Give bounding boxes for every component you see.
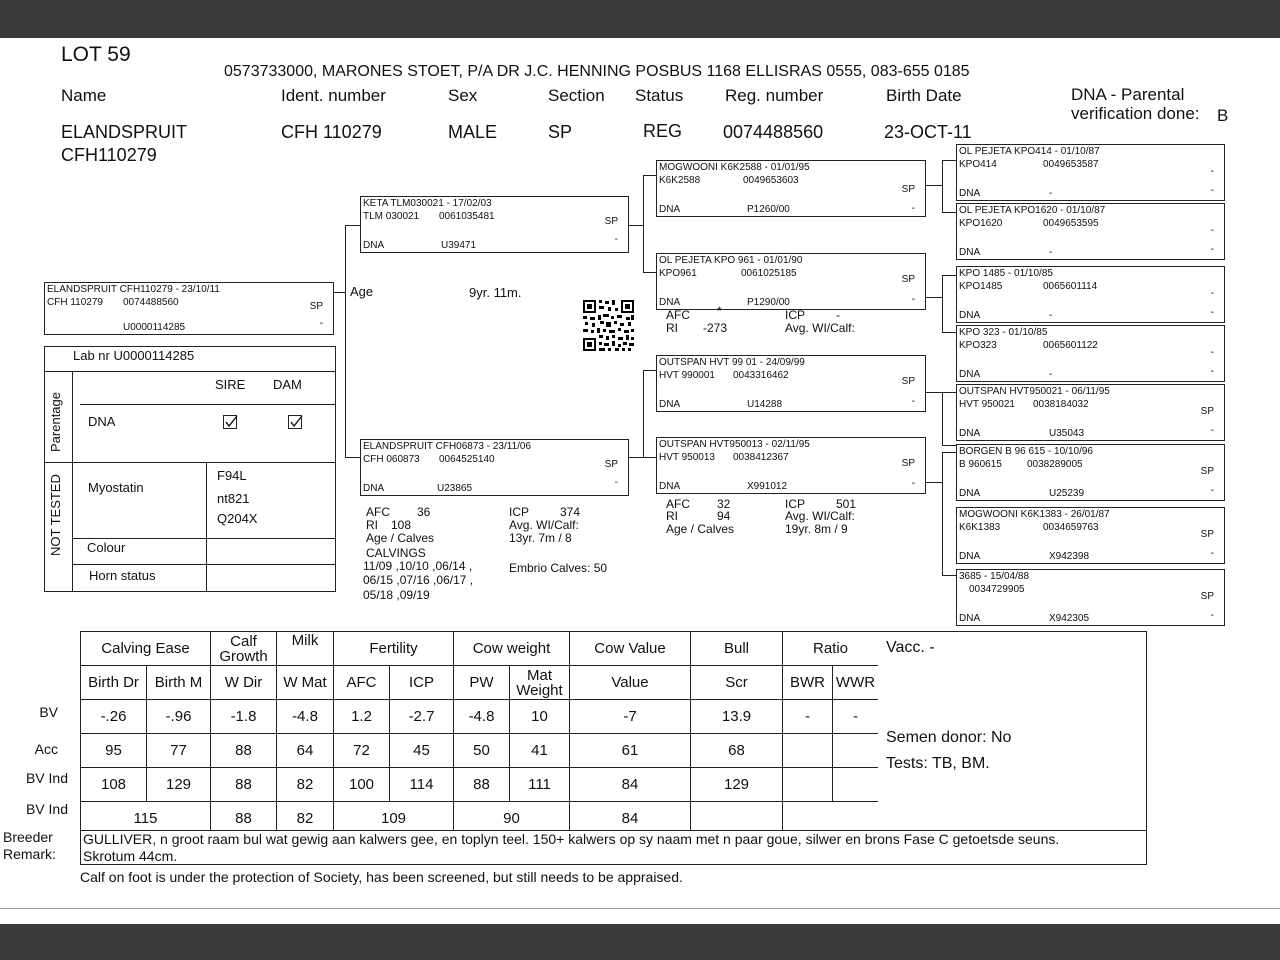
ggp-reg: 0034659763 xyxy=(1043,522,1099,533)
divider xyxy=(44,371,336,372)
animal-sex: MALE xyxy=(448,122,498,142)
bvind2-cell: 84 xyxy=(570,802,691,836)
dd-avg: Avg. WI/Calf: xyxy=(785,509,855,523)
dam-pedigree-box xyxy=(360,439,629,496)
connector xyxy=(942,452,956,453)
dd-dna-value: X991012 xyxy=(747,481,788,492)
ggp-reg: 0034729905 xyxy=(969,584,1025,595)
lab-dna-label: DNA xyxy=(88,414,116,429)
bvind2-cell: 88 xyxy=(211,802,277,836)
acc-cell xyxy=(783,734,833,768)
ggp-id: HVT 950021 xyxy=(959,399,1015,410)
animal-birth: 23-OCT-11 xyxy=(884,122,972,142)
lab-dam-label: DAM xyxy=(273,377,302,392)
ggp-id: KPO323 xyxy=(959,340,997,351)
sire-dna-label: DNA xyxy=(363,240,385,251)
divider xyxy=(72,371,73,592)
ss-id: K6K2588 xyxy=(659,175,701,186)
dd-icp-label: ICP xyxy=(785,497,806,511)
dd-reg: 0038412367 xyxy=(733,452,789,463)
remark-label-2: Remark: xyxy=(3,846,56,862)
connector xyxy=(942,275,956,276)
sire-title: KETA TLM030021 - 17/02/03 xyxy=(363,198,492,209)
ds-title: OUTSPAN HVT 99 01 - 24/09/99 xyxy=(659,357,805,368)
connector xyxy=(643,175,656,176)
colour-label: Colour xyxy=(87,540,126,555)
tests: Tests: TB, BM. xyxy=(886,755,990,772)
group-ratio: Ratio xyxy=(783,632,879,666)
header-name: Name xyxy=(61,86,107,105)
remark-text-1: GULLIVER, n groot raam bul wat gewig aan kalwers gee, en toplyn teel. 150+ kalwers op sy naam met n paar goue, silwer en brons Fase C getoetsde seuns. xyxy=(83,831,1060,847)
bv-cell: -4.8 xyxy=(277,700,334,734)
ggp-dash-2: - xyxy=(1210,485,1214,496)
bv-cell: 13.9 xyxy=(691,700,783,734)
dd-dna-label: DNA xyxy=(659,481,681,492)
header-sex: Sex xyxy=(448,86,478,105)
top-bar xyxy=(0,0,1280,38)
ggp-sp: SP xyxy=(1200,529,1214,540)
sd-sp: SP xyxy=(901,274,915,285)
dam-icp-label: ICP xyxy=(509,505,530,519)
sub-wwr: WWR xyxy=(833,666,879,700)
dam-embrio: Embrio Calves: 50 xyxy=(509,561,608,575)
semen-donor: Semen donor: No xyxy=(886,729,1012,746)
age-label: Age xyxy=(350,284,374,299)
ss-dna-label: DNA xyxy=(659,204,681,215)
sd-dna-value: P1290/00 xyxy=(747,297,790,308)
dd-age-calves: 19yr. 8m / 9 xyxy=(785,522,848,536)
ggp-dna-value: - xyxy=(1049,369,1053,380)
dd-ri: 94 xyxy=(717,509,731,523)
bvind-cell: 129 xyxy=(147,768,211,802)
ggp-reg: 0065601122 xyxy=(1043,340,1098,351)
ggp-id: KPO1620 xyxy=(959,218,1003,229)
connector xyxy=(643,370,644,458)
header-status: Status xyxy=(635,86,684,105)
dam-calvings-2: 06/15 ,07/16 ,06/17 , xyxy=(363,573,474,587)
bv-cell: -7 xyxy=(570,700,691,734)
animal-status: REG xyxy=(643,121,683,141)
animal-ident: CFH 110279 xyxy=(281,122,382,142)
connector xyxy=(643,272,656,273)
dd-dash: - xyxy=(911,478,915,489)
bv-cell: -.26 xyxy=(81,700,147,734)
header-dna-line2: verification done: xyxy=(1071,104,1200,123)
row-label-bv: BV xyxy=(39,704,58,720)
ggp-dash-2: - xyxy=(1210,548,1214,559)
acc-cell: 41 xyxy=(510,734,570,768)
bvind-cell xyxy=(783,768,833,802)
dam-verified-checkbox xyxy=(288,415,302,429)
ggp-id: K6K1383 xyxy=(959,522,1001,533)
ggp-dna-label: DNA xyxy=(959,613,981,624)
ggp-dna-value: U25239 xyxy=(1049,488,1085,499)
connector xyxy=(643,457,656,458)
connector xyxy=(942,452,943,575)
connector xyxy=(942,332,956,333)
group-milk: Milk xyxy=(277,632,334,666)
dd-afc-label: AFC xyxy=(666,497,690,511)
ggp-title: MOGWOONI K6K1383 - 26/01/87 xyxy=(959,509,1110,520)
ss-dna-value: P1260/00 xyxy=(747,204,790,215)
ggp-dash: - xyxy=(1210,166,1214,177)
connector xyxy=(942,392,943,445)
ggp-id: KPO414 xyxy=(959,159,997,170)
sub-w-dir: W Dir xyxy=(211,666,277,700)
lot-number: LOT 59 xyxy=(61,43,131,66)
group-calf-growth: Calf Growth xyxy=(211,632,277,666)
dam-icp: 374 xyxy=(560,505,581,519)
animal-name-2: CFH110279 xyxy=(61,145,157,165)
sub-afc: AFC xyxy=(334,666,390,700)
acc-cell: 50 xyxy=(454,734,510,768)
group-fertility: Fertility xyxy=(334,632,454,666)
footer-note: Calf on foot is under the protection of Society, has been screened, but still needs to be appraised. xyxy=(80,869,683,885)
dam-dash: - xyxy=(614,477,618,488)
header-dna-line1: DNA - Parental xyxy=(1071,85,1185,104)
bvind-cell xyxy=(833,768,879,802)
dam-age-calves-label: Age / Calves xyxy=(366,531,435,545)
dd-afc: 32 xyxy=(717,497,731,511)
acc-cell: 61 xyxy=(570,734,691,768)
ggp-sp: SP xyxy=(1200,591,1214,602)
ggp-title: OUTSPAN HVT950021 - 06/11/95 xyxy=(959,386,1110,397)
row-label-bv-ind-2: BV Ind xyxy=(25,801,68,817)
ggp-reg: 0049653587 xyxy=(1043,159,1099,170)
sub-mat-weight: Mat Weight xyxy=(510,666,570,700)
ggp-dash-2: - xyxy=(1210,366,1214,377)
connector xyxy=(926,297,942,298)
myostatin-f94l: F94L xyxy=(217,468,247,483)
sire-dam-pedigree-box xyxy=(656,253,926,310)
bvind-cell: 108 xyxy=(81,768,147,802)
sd-id: KPO961 xyxy=(659,268,697,279)
dam-reg: 0064525140 xyxy=(439,454,495,465)
sub-value: Value xyxy=(570,666,691,700)
bv-cell: 1.2 xyxy=(334,700,390,734)
ggp-title: 3685 - 15/04/88 xyxy=(959,571,1030,582)
ggp-box-2 xyxy=(956,203,1225,260)
animal-name-1: ELANDSPRUIT xyxy=(61,122,188,142)
sire-id: TLM 030021 xyxy=(363,211,420,222)
connector xyxy=(926,482,942,483)
horn-status-label: Horn status xyxy=(89,568,156,583)
ds-dna-label: DNA xyxy=(659,399,681,410)
ggp-sp: SP xyxy=(1200,406,1214,417)
dd-icp: 501 xyxy=(836,497,857,511)
bv-table xyxy=(80,631,879,836)
ggp-dna-value: - xyxy=(1049,310,1053,321)
ggp-dna-value: U35043 xyxy=(1049,428,1085,439)
acc-cell: 72 xyxy=(334,734,390,768)
connector xyxy=(926,185,942,186)
dam-sire-pedigree-box xyxy=(656,355,926,412)
header-reg: Reg. number xyxy=(725,86,824,105)
sire-sire-pedigree-box xyxy=(656,160,926,217)
ggp-dash-2: - xyxy=(1210,307,1214,318)
connector xyxy=(629,225,643,226)
parentage-label: Parentage xyxy=(48,392,63,452)
bvind2-cell: 90 xyxy=(454,802,570,836)
sire-verified-checkbox xyxy=(223,415,237,429)
ggp-dash: - xyxy=(1210,225,1214,236)
ggp-id: KPO1485 xyxy=(959,281,1003,292)
vacc-text: Vacc. - xyxy=(886,639,935,656)
bvind-cell: 111 xyxy=(510,768,570,802)
ds-dash: - xyxy=(911,396,915,407)
sd-title: OL PEJETA KPO 961 - 01/01/90 xyxy=(659,255,803,266)
ggp-sp: SP xyxy=(1200,466,1214,477)
sire-dna-value: U39471 xyxy=(441,240,477,251)
ggp-box-5 xyxy=(956,384,1225,441)
divider xyxy=(80,404,336,405)
lab-number: Lab nr U0000114285 xyxy=(73,348,195,363)
ggp-title: OL PEJETA KPO414 - 01/10/87 xyxy=(959,146,1100,157)
subject-reg: 0074488560 xyxy=(123,297,179,308)
bvind-cell: 129 xyxy=(691,768,783,802)
ggp-dna-value: X942305 xyxy=(1049,613,1090,624)
ggp-dna-label: DNA xyxy=(959,369,981,380)
dd-age-calves-label: Age / Calves xyxy=(666,522,735,536)
ggp-title: BORGEN B 96 615 - 10/10/96 xyxy=(959,446,1093,457)
dd-sp: SP xyxy=(901,458,915,469)
sd-ri: -273 xyxy=(703,321,728,335)
remark-text-2: Skrotum 44cm. xyxy=(83,848,178,864)
ggp-dna-value: - xyxy=(1049,188,1053,199)
bv-cell: -4.8 xyxy=(454,700,510,734)
bv-cell: 10 xyxy=(510,700,570,734)
ggp-reg: 0038184032 xyxy=(1033,399,1089,410)
dam-age-calves: 13yr. 7m / 8 xyxy=(509,531,572,545)
ds-sp: SP xyxy=(901,376,915,387)
animal-section: SP xyxy=(548,122,573,142)
ggp-dna-label: DNA xyxy=(959,247,981,258)
sub-pw: PW xyxy=(454,666,510,700)
connector xyxy=(942,160,956,161)
sd-afc: * xyxy=(717,304,722,318)
dam-afc: 36 xyxy=(417,505,431,519)
ds-id: HVT 990001 xyxy=(659,370,715,381)
acc-cell: 95 xyxy=(81,734,147,768)
connector xyxy=(643,370,656,371)
subject-title: ELANDSPRUIT CFH110279 - 23/10/11 xyxy=(47,284,220,295)
dam-calvings-label: CALVINGS xyxy=(366,546,426,560)
divider xyxy=(0,908,1280,909)
bvind-cell: 88 xyxy=(454,768,510,802)
divider xyxy=(72,538,336,539)
ds-reg: 0043316462 xyxy=(733,370,789,381)
ggp-dash-2: - xyxy=(1210,185,1214,196)
myostatin-q204x: Q204X xyxy=(217,511,258,526)
dam-sp: SP xyxy=(604,459,618,470)
animal-reg: 0074488560 xyxy=(723,122,824,142)
ggp-box-3 xyxy=(956,266,1225,323)
ggp-id: B 960615 xyxy=(959,459,1002,470)
sire-reg: 0061035481 xyxy=(439,211,495,222)
divider xyxy=(206,462,207,592)
row-label-acc: Acc xyxy=(34,741,58,757)
ggp-dna-label: DNA xyxy=(959,428,981,439)
group-cow-value: Cow Value xyxy=(570,632,691,666)
bvind-cell: 82 xyxy=(277,768,334,802)
ggp-reg: 0065601114 xyxy=(1043,281,1098,292)
group-cow-weight: Cow weight xyxy=(454,632,570,666)
remark-label-1: Breeder xyxy=(3,829,53,845)
acc-cell: 45 xyxy=(390,734,454,768)
dd-id: HVT 950013 xyxy=(659,452,715,463)
qr-code-icon xyxy=(582,299,635,352)
ggp-title: KPO 1485 - 01/10/85 xyxy=(959,268,1053,279)
ggp-dna-label: DNA xyxy=(959,188,981,199)
ggp-dash: - xyxy=(1210,288,1214,299)
ggp-box-1 xyxy=(956,144,1225,201)
ggp-reg: 0038289005 xyxy=(1027,459,1083,470)
acc-cell: 68 xyxy=(691,734,783,768)
sd-avg: Avg. WI/Calf: xyxy=(785,321,855,335)
connector xyxy=(345,457,360,458)
divider xyxy=(72,564,336,565)
bv-cell: -.96 xyxy=(147,700,211,734)
connector xyxy=(345,225,360,226)
ss-dash: - xyxy=(911,203,915,214)
sd-icp: - xyxy=(836,308,840,322)
ggp-dash-2: - xyxy=(1210,425,1214,436)
ggp-dna-label: DNA xyxy=(959,310,981,321)
connector xyxy=(643,175,644,273)
bvind2-cell: 115 xyxy=(81,802,211,836)
sub-w-mat: W Mat xyxy=(277,666,334,700)
connector xyxy=(942,275,943,333)
sd-dash: - xyxy=(911,294,915,305)
sd-icp-label: ICP xyxy=(785,308,806,322)
ggp-title: OL PEJETA KPO1620 - 01/10/87 xyxy=(959,205,1106,216)
sd-ri-label: RI xyxy=(666,321,678,335)
subject-dna: U0000114285 xyxy=(123,322,186,333)
age-value: 9yr. 11m. xyxy=(469,285,522,300)
bottom-bar xyxy=(0,924,1280,960)
sub-scr: Scr xyxy=(691,666,783,700)
sd-afc-label: AFC xyxy=(666,308,690,322)
dam-id: CFH 060873 xyxy=(363,454,420,465)
dam-dam-pedigree-box xyxy=(656,437,926,494)
ggp-dna-value: X942398 xyxy=(1049,551,1090,562)
dam-ri: 108 xyxy=(391,518,412,532)
sub-bwr: BWR xyxy=(783,666,833,700)
header-birth: Birth Date xyxy=(886,86,962,105)
subject-id: CFH 110279 xyxy=(47,297,103,308)
sub-birth-m: Birth M xyxy=(147,666,211,700)
dd-ri-label: RI xyxy=(666,509,678,523)
bv-cell: - xyxy=(833,700,879,734)
connector xyxy=(926,392,942,393)
lab-sire-label: SIRE xyxy=(215,377,246,392)
dam-afc-label: AFC xyxy=(366,505,390,519)
ggp-box-4 xyxy=(956,325,1225,382)
dam-calvings-3: 05/18 ,09/19 xyxy=(363,588,430,602)
connector xyxy=(629,457,643,458)
bvind-cell: 88 xyxy=(211,768,277,802)
ggp-box-7 xyxy=(956,507,1225,564)
connector xyxy=(942,575,956,576)
connector xyxy=(334,292,345,293)
connector xyxy=(942,392,956,393)
ss-title: MOGWOONI K6K2588 - 01/01/95 xyxy=(659,162,810,173)
connector xyxy=(942,445,956,446)
bv-cell: -2.7 xyxy=(390,700,454,734)
group-calving-ease: Calving Ease xyxy=(81,632,211,666)
connector xyxy=(345,225,346,457)
bvind2-cell: 82 xyxy=(277,802,334,836)
acc-cell xyxy=(833,734,879,768)
bvind-cell: 100 xyxy=(334,768,390,802)
ss-sp: SP xyxy=(901,184,915,195)
sub-icp: ICP xyxy=(390,666,454,700)
sire-sp: SP xyxy=(604,216,618,227)
connector xyxy=(942,212,956,213)
ss-reg: 0049653603 xyxy=(743,175,799,186)
dam-dna-value: U23865 xyxy=(437,483,473,494)
bvind2-cell: 109 xyxy=(334,802,454,836)
group-bull: Bull xyxy=(691,632,783,666)
acc-cell: 77 xyxy=(147,734,211,768)
ggp-dna-label: DNA xyxy=(959,488,981,499)
bv-cell: - xyxy=(783,700,833,734)
ggp-reg: 0049653595 xyxy=(1043,218,1099,229)
bvind-cell: 84 xyxy=(570,768,691,802)
subject-sp: SP xyxy=(309,301,323,312)
dam-title: ELANDSPRUIT CFH06873 - 23/11/06 xyxy=(363,441,532,452)
acc-cell: 64 xyxy=(277,734,334,768)
divider xyxy=(44,462,336,463)
subject-dash: - xyxy=(319,318,323,329)
ggp-dash: - xyxy=(1210,347,1214,358)
dam-avg: Avg. WI/Calf: xyxy=(509,518,579,532)
ggp-dash-2: - xyxy=(1210,244,1214,255)
ggp-dna-label: DNA xyxy=(959,551,981,562)
sire-pedigree-box xyxy=(360,196,629,253)
ggp-box-8 xyxy=(956,569,1225,626)
sire-dash: - xyxy=(614,234,618,245)
ggp-box-6 xyxy=(956,444,1225,501)
dam-calvings-1: 11/09 ,10/10 ,06/14 , xyxy=(363,559,473,573)
acc-cell: 88 xyxy=(211,734,277,768)
bv-cell: -1.8 xyxy=(211,700,277,734)
ggp-dash-2: - xyxy=(1210,610,1214,621)
sd-reg: 0061025185 xyxy=(741,268,797,279)
myostatin-label: Myostatin xyxy=(88,480,144,495)
header-section: Section xyxy=(548,86,605,105)
header-ident: Ident. number xyxy=(281,86,386,105)
not-tested-label: NOT TESTED xyxy=(48,474,63,556)
connector xyxy=(942,160,943,213)
dam-ri-label: RI xyxy=(366,518,378,532)
sub-birth-dr: Birth Dr xyxy=(81,666,147,700)
header-dna-value: B xyxy=(1217,106,1229,125)
row-label-bv-ind: BV Ind xyxy=(25,770,68,786)
ggp-title: KPO 323 - 01/10/85 xyxy=(959,327,1048,338)
bvind-cell: 114 xyxy=(390,768,454,802)
subject-pedigree-box xyxy=(44,282,334,335)
dd-title: OUTSPAN HVT950013 - 02/11/95 xyxy=(659,439,810,450)
owner-line: 0573733000, MARONES STOET, P/A DR J.C. HENNING POSBUS 1168 ELLISRAS 0555, 083-655 0185 xyxy=(224,63,970,80)
ggp-dna-value: - xyxy=(1049,247,1053,258)
ds-dna-value: U14288 xyxy=(747,399,783,410)
dam-dna-label: DNA xyxy=(363,483,385,494)
myostatin-nt821: nt821 xyxy=(217,491,250,506)
sd-dna-label: DNA xyxy=(659,297,681,308)
